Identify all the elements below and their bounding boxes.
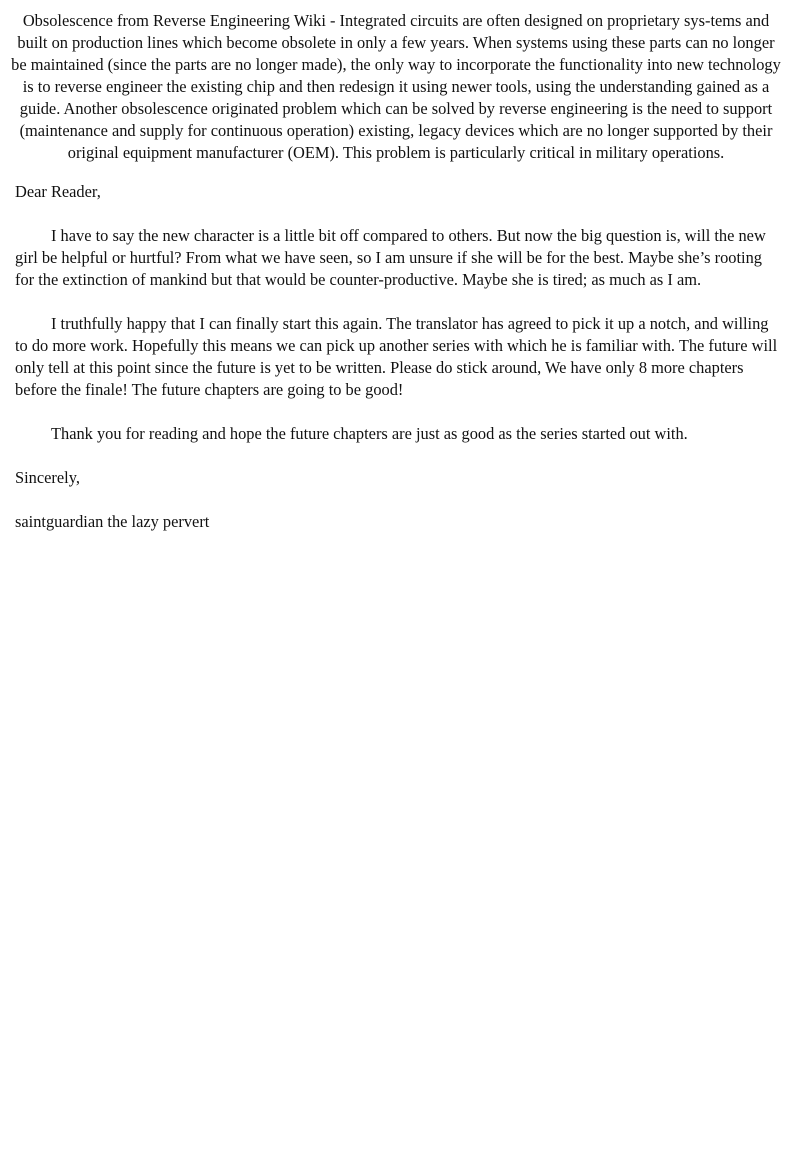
intro-paragraph: Obsolescence from Reverse Engineering Wiki - Integrated circuits are often designed on proprietary sys-tems and built on production lines which become obsolete in only a few years. When systems using these parts can no longer be maintained (since the parts are no longer made), the only way to incorporate the functionality into new technology is to reverse engineer the existing chip and then redesign it using newer tools, using the understanding gained as a guide. Another obsolescence originated problem which can be solved by reverse engineering is the need to support (maintenance and supply for continuous operation) existing, legacy devices which are no longer supported by their original equipment manufacturer (OEM). This problem is particularly critical in military operations. xyxy=(11,11,781,162)
letter-paragraph-1: I have to say the new character is a little bit off compared to others. But now the big question is, will the new girl be helpful or hurtful? From what we have seen, so I am unsure if she will be for the best. Maybe she’s rooting for the extinction of mankind but that would be counter-productive. Maybe she is tired; as much as I am. xyxy=(15,226,766,289)
closing: Sincerely, xyxy=(15,468,80,487)
salutation: Dear Reader, xyxy=(15,182,101,201)
letter-paragraph-3: Thank you for reading and hope the future chapters are just as good as the series started out with. xyxy=(51,424,688,443)
letter-body xyxy=(15,181,785,533)
letter-paragraph-2: I truthfully happy that I can finally start this again. The translator has agreed to pick it up a notch, and willing to do more work. Hopefully this means we can pick up another series with which he is familiar with. The future will only tell at this point since the future is yet to be written. Please do stick around, We have only 8 more chapters before the finale! The future chapters are going to be good! xyxy=(15,314,778,399)
signature: saintguardian the lazy pervert xyxy=(15,512,210,531)
